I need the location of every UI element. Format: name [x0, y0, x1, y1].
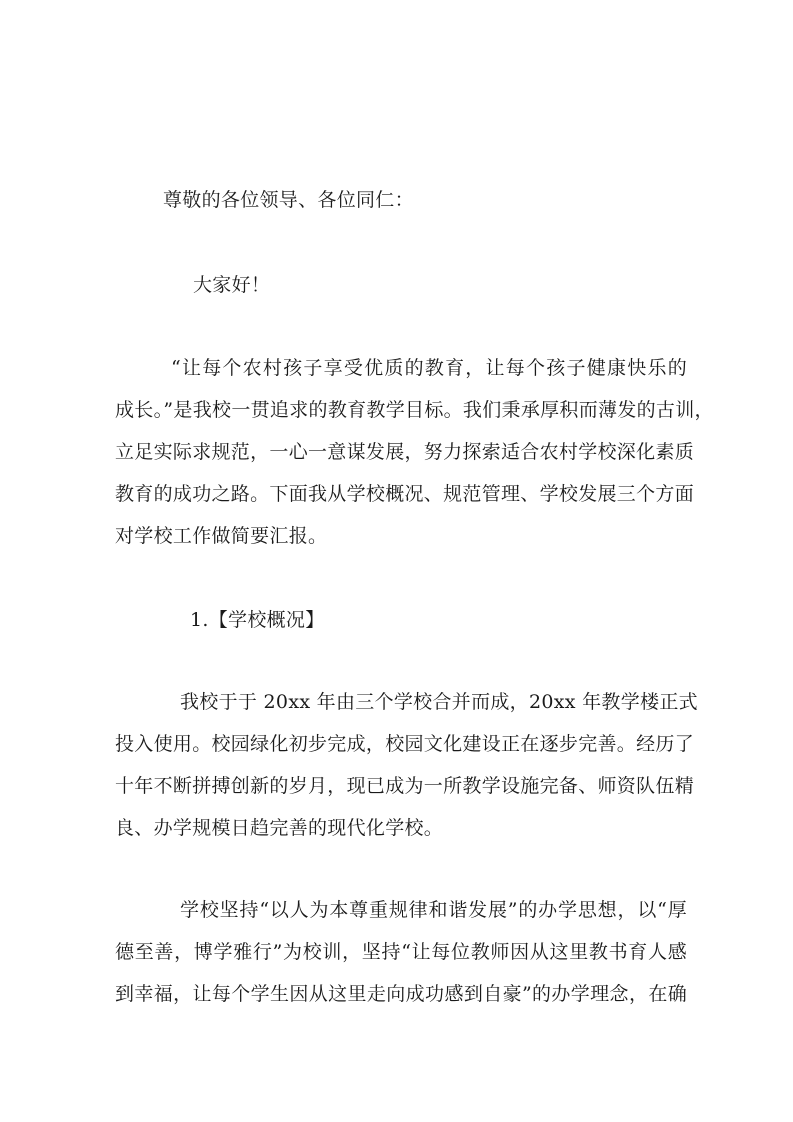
intro-line: “让每个农村孩子享受优质的教育，让每个孩子健康快乐的: [171, 357, 687, 379]
paragraph-line: 我校于于 20xx 年由三个学校合并而成，20xx 年教学楼正式: [180, 691, 698, 713]
intro-line: 教育的成功之路。下面我从学校概况、规范管理、学校发展三个方面: [115, 483, 695, 505]
paragraph-line: 十年不断拼搏创新的岁月，现已成为一所教学设施完备、师资队伍精: [115, 775, 695, 797]
greeting: 大家好！: [193, 274, 271, 296]
paragraph-line: 到幸福，让每个学生因从这里走向成功感到自豪”的办学理念，在确: [115, 983, 687, 1005]
section-heading: 1.【学校概况】: [190, 609, 325, 631]
intro-line: 立足实际求规范，一心一意谋发展，努力探索适合农村学校深化素质: [115, 441, 695, 463]
paragraph-line: 学校坚持“以人为本尊重规律和谐发展”的办学思想，以“厚: [180, 899, 687, 921]
salutation: 尊敬的各位领导、各位同仁：: [163, 189, 414, 211]
paragraph-line: 良、办学规模日趋完善的现代化学校。: [115, 817, 444, 839]
paragraph-line: 投入使用。校园绿化初步完成，校园文化建设正在逐步完善。经历了: [115, 733, 695, 755]
intro-line: 成长。”是我校一贯追求的教育教学目标。我们秉承厚积而薄发的古训，: [115, 399, 714, 421]
intro-line: 对学校工作做简要汇报。: [115, 525, 328, 547]
paragraph-line: 德至善，博学雅行”为校训，坚持“让每位教师因从这里教书育人感: [115, 941, 687, 963]
